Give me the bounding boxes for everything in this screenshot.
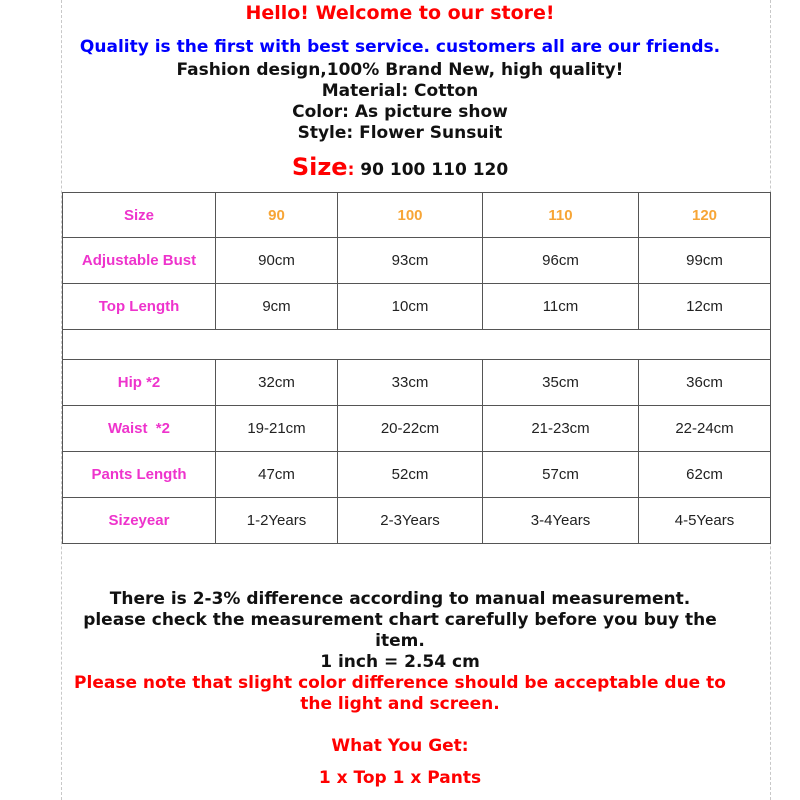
header-110: 110 [483,193,639,238]
table-cell: 62cm [639,452,771,498]
table-cell: 99cm [639,238,771,284]
header-120: 120 [639,193,771,238]
color-difference-note-continued: the light and screen. [300,694,500,714]
row-label-adjustable-bust: Adjustable Bust [63,238,216,284]
size-chart-table [62,192,771,544]
difference-text: There is 2-3% difference according to manual measurement. [109,589,691,609]
table-cell: 52cm [338,452,483,498]
row-label-hip: Hip *2 [63,360,216,406]
spacer-cell [63,330,771,360]
size-label: Size [291,153,348,181]
table-cell: 12cm [639,284,771,330]
table-cell: 33cm [338,360,483,406]
what-you-get-title: What You Get: [331,736,469,756]
fashion-text: Fashion design,100% Brand New, high quality! [176,60,624,80]
table-row [63,452,771,498]
table-cell: 19-21cm [216,406,338,452]
table-spacer-row [63,330,771,360]
check-text: please check the measurement chart carefully before you buy the [83,610,717,630]
header-100: 100 [338,193,483,238]
table-row [63,284,771,330]
size-line [0,153,800,181]
table-cell: 35cm [483,360,639,406]
table-cell: 2-3Years [338,498,483,544]
what-you-get-items: 1 x Top 1 x Pants [318,768,482,788]
check-text-continued: item. [375,631,425,651]
table-cell: 10cm [338,284,483,330]
table-cell: 1-2Years [216,498,338,544]
table-cell: 4-5Years [639,498,771,544]
table-cell: 47cm [216,452,338,498]
table-cell: 3-4Years [483,498,639,544]
welcome-title: Hello! Welcome to our store! [245,2,555,24]
color-difference-note: Please note that slight color difference should be acceptable due to [74,673,726,693]
color-text: Color: As picture show [292,102,508,122]
row-label-sizeyear: Sizeyear [63,498,216,544]
size-values: 90 100 110 120 [354,160,509,180]
quality-text: Quality is the first with best service. customers all are our friends. [79,37,721,57]
table-cell: 9cm [216,284,338,330]
table-cell: 57cm [483,452,639,498]
row-label-waist: Waist *2 [63,406,216,452]
table-row [63,406,771,452]
table-cell: 36cm [639,360,771,406]
table-cell: 96cm [483,238,639,284]
table-cell: 21-23cm [483,406,639,452]
table-cell: 90cm [216,238,338,284]
table-cell: 32cm [216,360,338,406]
size-colon: : [347,160,355,180]
table-row [63,360,771,406]
header-size: Size [63,193,216,238]
inch-conversion-text: 1 inch = 2.54 cm [320,652,480,672]
style-text: Style: Flower Sunsuit [297,123,503,143]
row-label-pants-length: Pants Length [63,452,216,498]
table-cell: 20-22cm [338,406,483,452]
table-row [63,498,771,544]
table-cell: 22-24cm [639,406,771,452]
header-90: 90 [216,193,338,238]
table-cell: 93cm [338,238,483,284]
table-row [63,238,771,284]
material-text: Material: Cotton [321,81,479,101]
row-label-top-length: Top Length [63,284,216,330]
table-cell: 11cm [483,284,639,330]
table-header-row [63,193,771,238]
